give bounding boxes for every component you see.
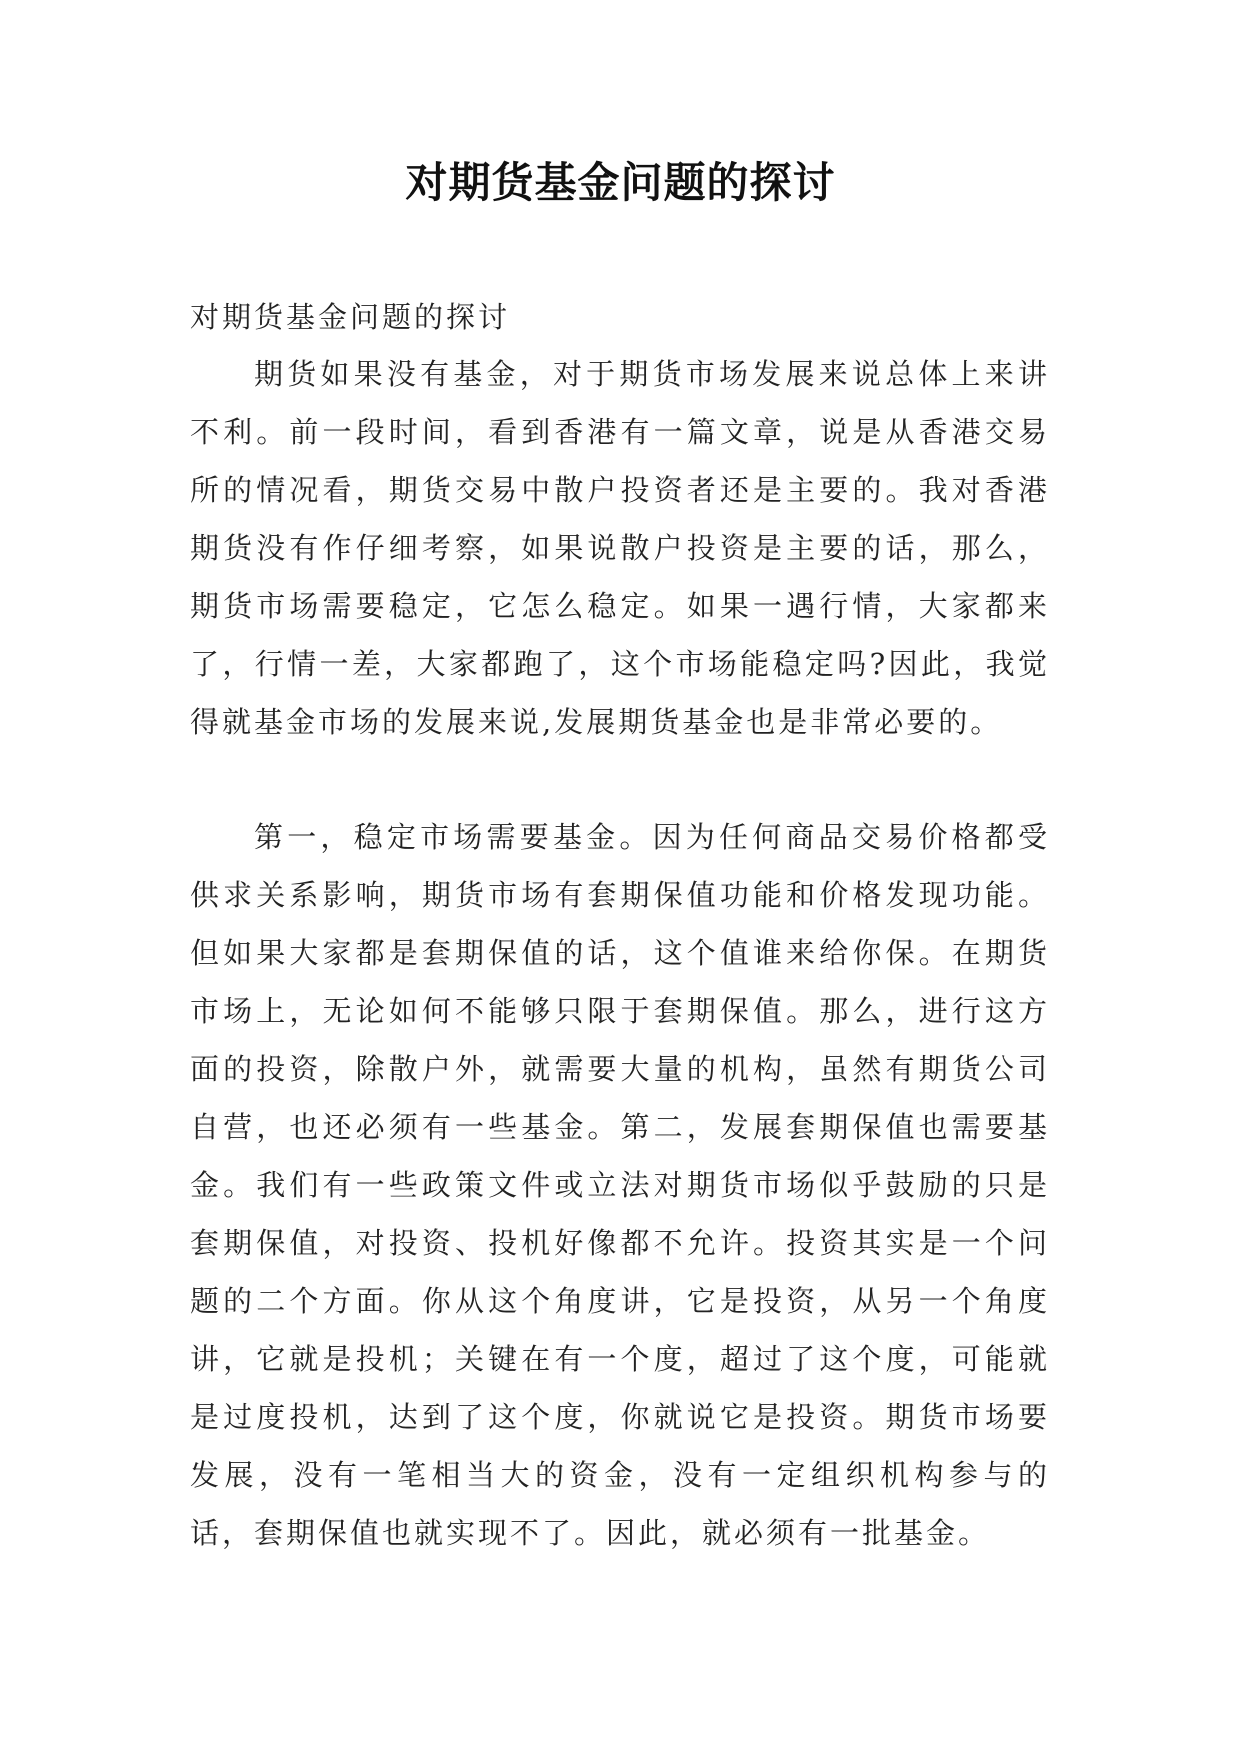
document-title: 对期货基金问题的探讨 [405,158,836,207]
body-paragraph-2-block [190,808,1050,1562]
body-paragraph-1-block [190,345,1050,751]
body-paragraph: 期货如果没有基金，对于期货市场发展来说总体上来讲不利。前一段时间，看到香港有一篇文章，说是从香港交易所的情况看，期货交易中散户投资者还是主要的。我对香港期货没有作仔细考察，如果说散户投资是主要的话，那么，期货市场需要稳定，它怎么稳定。如果一遇行情，大家都来了，行情一差，大家都跑了，这个市场能稳定吗?因此，我觉得就基金市场的发展来说,发展期货基金也是非常必要的。 [190,357,1050,739]
body-paragraph: 第一，稳定市场需要基金。因为任何商品交易价格都受供求关系影响，期货市场有套期保值功能和价格发现功能。但如果大家都是套期保值的话，这个值谁来给你保。在期货市场上，无论如何不能够只限于套期保值。那么，进行这方面的投资，除散户外，就需要大量的机构，虽然有期货公司自营，也还必须有一些基金。第二，发展套期保值也需要基金。我们有一些政策文件或立法对期货市场似乎鼓励的只是套期保值，对投资、投机好像都不允许。投资其实是一个问题的二个方面。你从这个角度讲，它是投资，从另一个角度讲，它就是投机；关键在有一个度，超过了这个度，可能就是过度投机，达到了这个度，你就说它是投资。期货市场要发展，没有一笔相当大的资金，没有一定组织机构参与的话，套期保值也就实现不了。因此，就必须有一批基金。 [190,820,1050,1550]
document-subtitle: 对期货基金问题的探讨 [190,300,511,334]
